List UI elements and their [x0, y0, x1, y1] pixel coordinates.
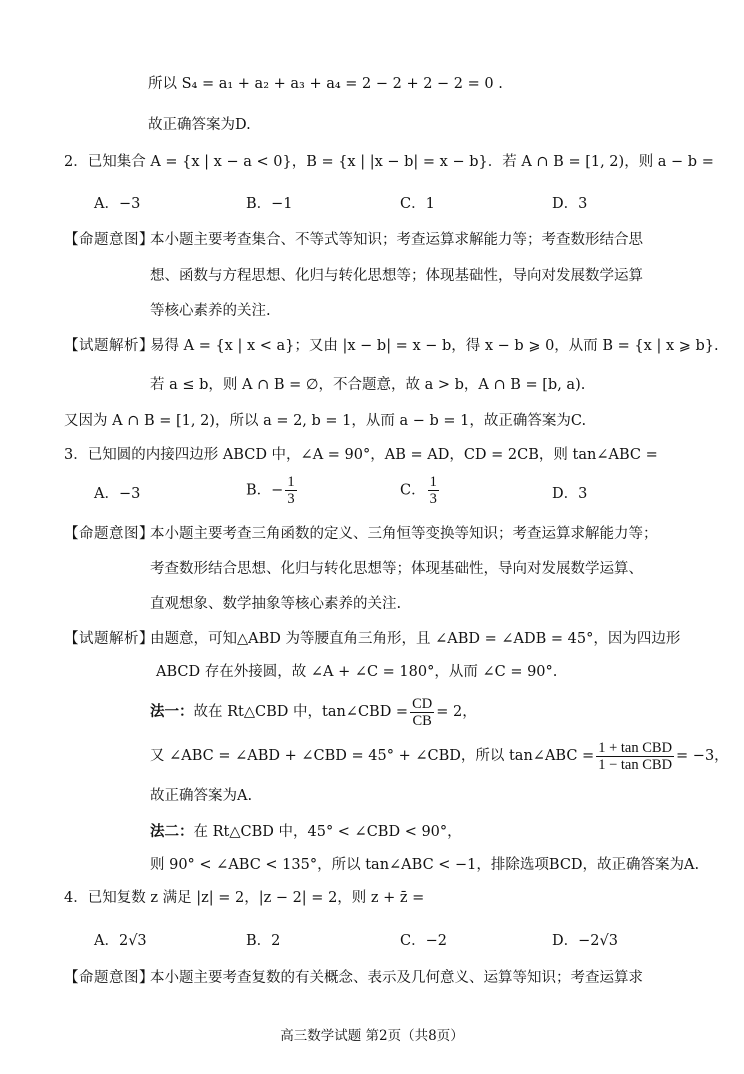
- q3-option-c: [400, 474, 441, 507]
- page-footer: 高三数学试题 第2页（共8页）: [280, 1028, 464, 1044]
- fraction-denominator: CB: [412, 712, 432, 729]
- q3-analysis-line: 由题意，可知△ABD 为等腰直角三角形，且 ∠ABD = ∠ADB = 45°，因为四边形: [150, 631, 681, 647]
- intro-formula: 所以 S₄ = a₁ + a₂ + a₃ + a₄ = 2 − 2 + 2 − 2 = 0 .: [148, 76, 503, 92]
- q3-method1-answer: 故正确答案为A.: [150, 788, 253, 804]
- q3-analysis-tag: 【试题解析】: [64, 631, 154, 647]
- q3-method2-line1: [150, 822, 462, 842]
- q2-intent-line: 等核心素养的关注.: [150, 303, 271, 319]
- q2-option-d: D．3: [552, 196, 588, 212]
- q2-intent-line: 想、函数与方程思想、化归与转化思想等；体现基础性，导向对发展数学运算: [150, 268, 643, 284]
- q3-option-a: A．−3: [94, 486, 141, 502]
- q3-stem: 3．已知圆的内接四边形 ABCD 中，∠A = 90°，AB = AD，CD = 2CB，则 tan∠ABC =: [64, 447, 658, 463]
- q2-stem: 2．已知集合 A = {x | x − a < 0}，B = {x | |x − b| = x − b}．若 A ∩ B = [1, 2)，则 a − b =: [64, 154, 714, 170]
- q4-option-c: C．−2: [400, 933, 447, 949]
- fraction-numerator: 1: [287, 474, 295, 490]
- fraction-denominator: 3: [287, 491, 295, 507]
- q2-analysis-tag: 【试题解析】: [64, 338, 154, 354]
- q3-intent-line: 直观想象、数学抽象等核心素养的关注.: [150, 596, 402, 612]
- q3-method1-line1: [150, 694, 477, 730]
- q4-stem: 4．已知复数 z 满足 |z| = 2，|z − 2| = 2，则 z + z̄ =: [64, 890, 425, 906]
- q4-option-b: B．2: [246, 933, 281, 949]
- method1-fraction: [410, 696, 434, 729]
- method1-line2-text: 又 ∠ABC = ∠ABD + ∠CBD = 45° + ∠CBD，所以 tan∠ABC =: [150, 748, 595, 764]
- q3-option-c-label: C．: [400, 482, 426, 499]
- fraction-denominator: 1 − tan CBD: [598, 756, 673, 773]
- q2-option-a: A．−3: [94, 196, 141, 212]
- q4-option-a: A．2√3: [94, 933, 147, 949]
- method1-label: 法一：: [150, 703, 194, 720]
- q3-analysis-line: ABCD 存在外接圆，故 ∠A + ∠C = 180°，从而 ∠C = 90°.: [156, 664, 558, 680]
- q3-method2-line2: 则 90° < ∠ABC < 135°，所以 tan∠ABC < −1，排除选项BCD，故正确答案为A.: [150, 857, 700, 873]
- q3-method1-line2: [150, 738, 729, 774]
- method1-text: 故在 Rt△CBD 中，tan∠CBD =: [193, 704, 409, 720]
- method2-text: 在 Rt△CBD 中，45° < ∠CBD < 90°，: [193, 824, 462, 840]
- q3-option-c-fraction: [428, 474, 439, 507]
- method1-fraction2: [596, 740, 674, 773]
- intro-answer: 故正确答案为D.: [148, 117, 251, 133]
- q2-analysis-line: 又因为 A ∩ B = [1, 2)，所以 a = 2, b = 1，从而 a − b = 1，故正确答案为C.: [64, 413, 587, 429]
- q2-analysis-line: 若 a ≤ b，则 A ∩ B = ∅，不合题意，故 a > b，A ∩ B = [b, a).: [150, 377, 586, 393]
- q4-intent-tag: 【命题意图】: [64, 970, 154, 986]
- q2-option-c: C．1: [400, 196, 435, 212]
- q3-intent-line: 本小题主要考查三角函数的定义、三角恒等变换等知识；考查运算求解能力等；: [150, 526, 658, 542]
- method2-label: 法二：: [150, 823, 194, 840]
- q2-option-b: B．−1: [246, 196, 293, 212]
- fraction-numerator: 1 + tan CBD: [598, 739, 673, 756]
- q3-intent-line: 考查数形结合思想、化归与转化思想等；体现基础性，导向对发展数学运算、: [150, 561, 643, 577]
- method1-line2-tail: = −3，: [676, 748, 729, 764]
- q2-intent-line: 本小题主要考查集合、不等式等知识；考查运算求解能力等；考查数形结合思: [150, 232, 643, 248]
- q3-intent-tag: 【命题意图】: [64, 526, 154, 542]
- q3-option-b-sign: −: [271, 482, 284, 499]
- method1-tail: = 2，: [436, 704, 477, 720]
- q4-option-d: D．−2√3: [552, 933, 618, 949]
- q3-option-b-fraction: [285, 474, 296, 507]
- q2-analysis-line: 易得 A = {x | x < a}；又由 |x − b| = x − b，得 x − b ⩾ 0，从而 B = {x | x ⩾ b}.: [150, 338, 719, 354]
- fraction-numerator: CD: [412, 695, 433, 712]
- fraction-numerator: 1: [429, 474, 437, 490]
- q4-intent-line: 本小题主要考查复数的有关概念、表示及几何意义、运算等知识；考查运算求: [150, 970, 643, 986]
- q3-option-d: D．3: [552, 486, 588, 502]
- q2-intent-tag: 【命题意图】: [64, 232, 154, 248]
- fraction-denominator: 3: [429, 491, 437, 507]
- q3-option-b-label: B．: [246, 482, 272, 499]
- q3-option-b: [246, 474, 299, 507]
